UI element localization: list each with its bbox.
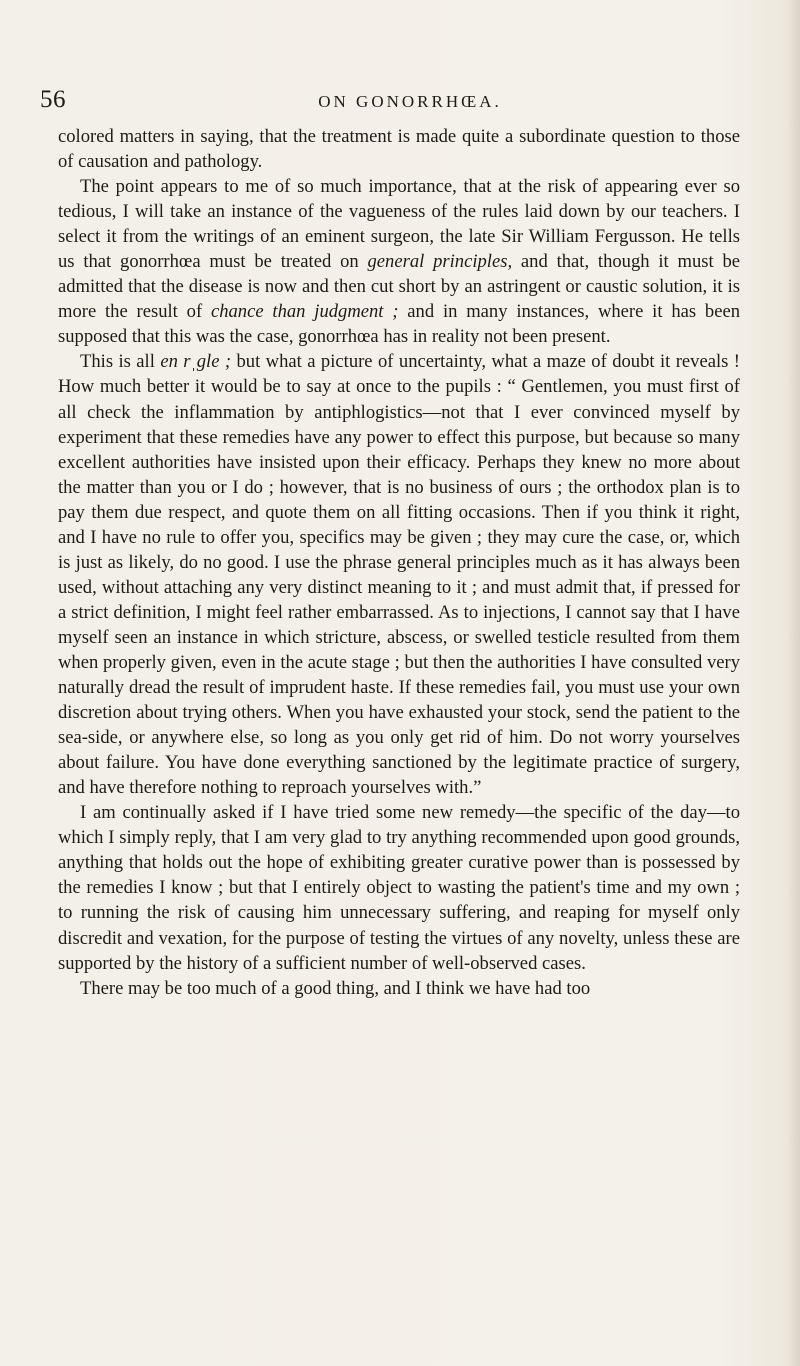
text-run: and that, though it must be admitted that the disease is now and then cut short by an astringent or caustic solution, it is more the result of bbox=[58, 251, 741, 323]
text-run: but what a picture of uncertainty, what a maze of doubt it reveals ! How much better it would be to say at once to the pupils : “ Gentlemen, you must first of all check the inflammation by antiphlogistics—not that I ever convinced myself by experiment that these remedies have any power to effect this purpose, but because so many excellent authorities have insisted upon their efficacy. Perhaps they knew no more about the matter than you or I do ; however, that is no business of ours ; the orthodox plan is to pay them due respect, and quote them on all fitting occasions. Then if you think it right, and I have no rule to offer you, specifics may be given ; they may cure the case, or, which is just as likely, do no good. I use the phrase general principles much as it has always been used, without attaching any very distinct meaning to it ; and must admit that, if pressed for a strict definition, I might feel rather embarrassed. As to injections, I cannot say that I have myself seen an instance in which stricture, abscess, or swelled testicle resulted from them when properly given, even in the acute stage ; but then the authorities I have consulted very naturally dread the result of imprudent haste. If these remedies fail, you must use your own discretion about trying others. When you have exhausted your stock, send the patient to the sea-side, or anywhere else, so long as you only get rid of him. Do not worry yourselves about failure. You have done everything sanctioned by the legitimate practice of surgery, and have therefore nothing to reproach yourselves with.” bbox=[58, 351, 741, 799]
text-run: The point appears to me of so much importance, that at the risk of appearing ever so tedious, I will take an instance of the vagueness of the rules laid down by our teachers. I select it from the writings of an eminent surgeon, the late Sir William Fergusson. He tells us that gonorrhœa must be treated on bbox=[58, 176, 740, 273]
text-run: I am continually asked if I have tried some new remedy—the specific of the day—to which I simply reply, that I am very glad to try anything recommended upon good grounds, anything that holds out the hope of exhibiting greater curative power than is possessed by the remedies I know ; but that I entirely object to wasting the patient's time and my own ; to running the risk of causing him unnecessary suffering, and reaping for myself only discredit and vexation, for the purpose of testing the virtues of any novelty, unless these are supported by the history of a sufficient number of well-observed cases. bbox=[58, 802, 740, 974]
text-run: There may be too much of a good thing, and I think we have had too bbox=[80, 977, 591, 999]
paragraph bbox=[58, 976, 740, 1001]
paragraph bbox=[58, 124, 740, 174]
body-text bbox=[58, 124, 740, 1001]
paragraph bbox=[58, 349, 740, 800]
page-number: 56 bbox=[40, 86, 66, 113]
running-head: ON GONORRHŒA. bbox=[318, 92, 502, 111]
paragraph bbox=[58, 174, 740, 349]
italic-text: en rˌgle ; bbox=[160, 351, 232, 373]
text-run: colored matters in saying, that the treatment is made quite a subordinate question to those of causation and pathology. bbox=[58, 126, 740, 173]
page-edge-shadow bbox=[786, 0, 800, 1366]
paragraph bbox=[58, 800, 740, 975]
italic-text: general principles, bbox=[367, 251, 513, 273]
text-run: and in many instances, where it has been supposed that this was the case, gonorrhœa has in reality not been present. bbox=[58, 301, 741, 348]
page-header bbox=[0, 86, 800, 116]
text-run: This is all bbox=[80, 351, 161, 373]
italic-text: chance than judgment ; bbox=[210, 301, 399, 323]
